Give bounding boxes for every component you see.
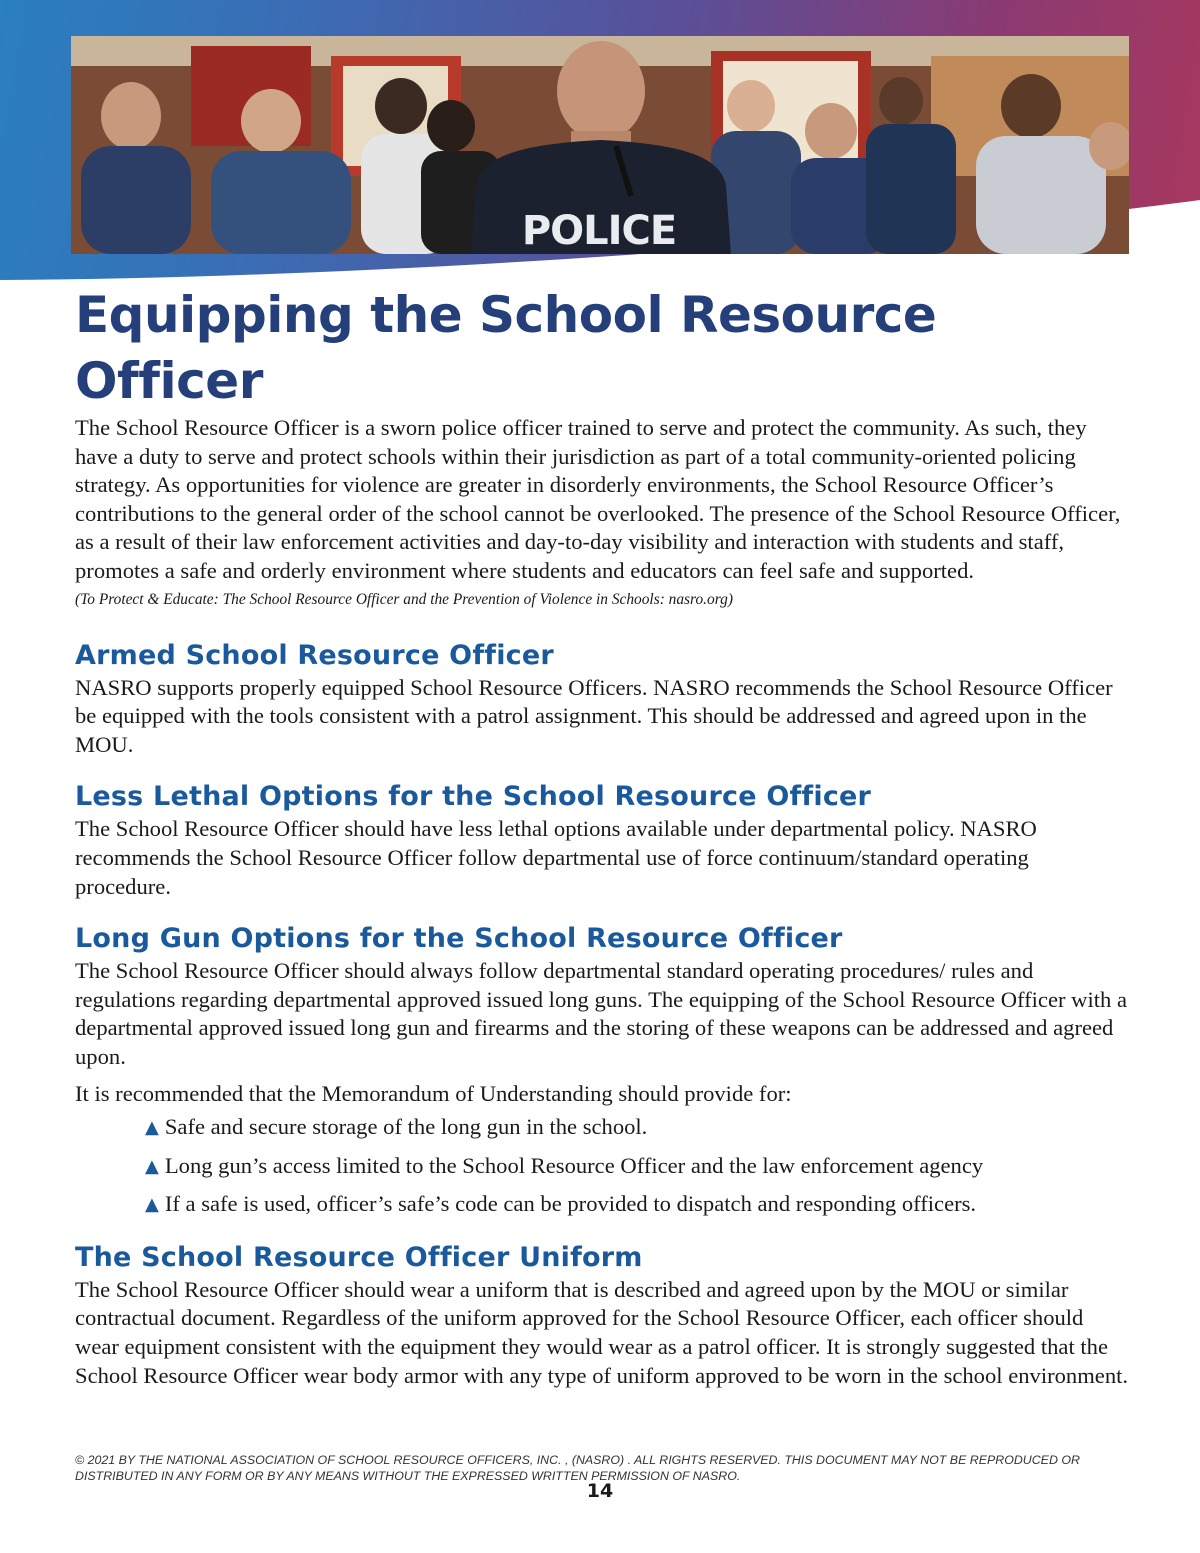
section-armed-sro <box>75 638 1130 760</box>
triangle-bullet-icon: ▲ <box>145 1117 159 1139</box>
triangle-bullet-icon: ▲ <box>145 1155 159 1177</box>
hallway-photo <box>71 36 1129 254</box>
section-uniform <box>75 1240 1130 1390</box>
list-item: ▲ Safe and secure storage of the long gun in the school. <box>145 1113 1130 1143</box>
list-item: ▲ If a safe is used, officer’s safe’s code can be provided to dispatch and responding officers. <box>145 1190 1130 1220</box>
section-heading: Armed School Resource Officer <box>75 639 554 671</box>
section-body: NASRO supports properly equipped School Resource Officers. NASRO recommends the School Resource Officer be equipped with the tools consistent with a patrol assignment. This should be addressed and agreed upon in the MOU. <box>75 674 1113 757</box>
copyright-notice: © 2021 BY THE NATIONAL ASSOCIATION OF SCHOOL RESOURCE OFFICERS, INC. , (NASRO) . ALL RIGHTS RESERVED. THIS DOCUMENT MAY NOT BE REPRODUCED OR DISTRIBUTED IN ANY FORM OR BY ANY MEANS WITHOUT THE EXPRESSED WRITTEN PERMISSION OF NASRO. <box>75 1453 1080 1483</box>
section-body: The School Resource Officer should always follow departmental standard operating procedures/ rules and regulations regarding departmental approved issued long guns. The equipping of the School Resource Officer with a departmental approved issued long gun and firearms and the storing of these weapons can be addressed and agreed upon. <box>75 958 1128 1069</box>
page-number: 14 <box>586 1480 614 1502</box>
recommendation-list <box>75 1113 1130 1220</box>
section-body: The School Resource Officer should have less lethal options available under departmental policy. NASRO recommends the School Resource Officer follow departmental use of force continuum/standard operating procedure. <box>75 816 1037 899</box>
section-less-lethal <box>75 779 1130 901</box>
page-title: Equipping the School Resource Officer <box>75 286 937 410</box>
list-item: ▲ Long gun’s access limited to the School Resource Officer and the law enforcement agency <box>145 1152 1130 1182</box>
intro-paragraph: The School Resource Officer is a sworn police officer trained to serve and protect the community. As such, they have a duty to serve and protect schools within their jurisdiction as part of a total community-oriented policing strategy. As opportunities for violence are greater in disorderly environments, the School Resource Officer’s contributions to the general order of the school cannot be overlooked. The presence of the School Resource Officer, as a result of their law enforcement activities and day-to-day visibility and interaction with students and staff, promotes a safe and orderly environment where students and educators can feel safe and supported. <box>75 415 1121 583</box>
section-long-gun <box>75 921 1130 1220</box>
main-content <box>75 282 1130 1390</box>
police-vest-text: POLICE <box>521 208 677 254</box>
section-heading: Less Lethal Options for the School Resource Officer <box>75 781 872 813</box>
section-heading: Long Gun Options for the School Resource Officer <box>75 923 843 955</box>
section-heading: The School Resource Officer Uniform <box>75 1241 643 1273</box>
intro-citation: (To Protect & Educate: The School Resource Officer and the Prevention of Violence in Schools: nasro.org) <box>75 590 733 608</box>
section-body: The School Resource Officer should wear a uniform that is described and agreed upon by the MOU or similar contractual document. Regardless of the uniform approved for the School Resource Officer, each officer should wear equipment consistent with the equipment they would wear as a patrol officer. It is strongly suggested that the School Resource Officer wear body armor with any type of uniform approved to be worn in the school environment. <box>75 1276 1129 1388</box>
triangle-bullet-icon: ▲ <box>145 1194 159 1216</box>
list-intro: It is recommended that the Memorandum of Understanding should provide for: <box>75 1080 792 1106</box>
